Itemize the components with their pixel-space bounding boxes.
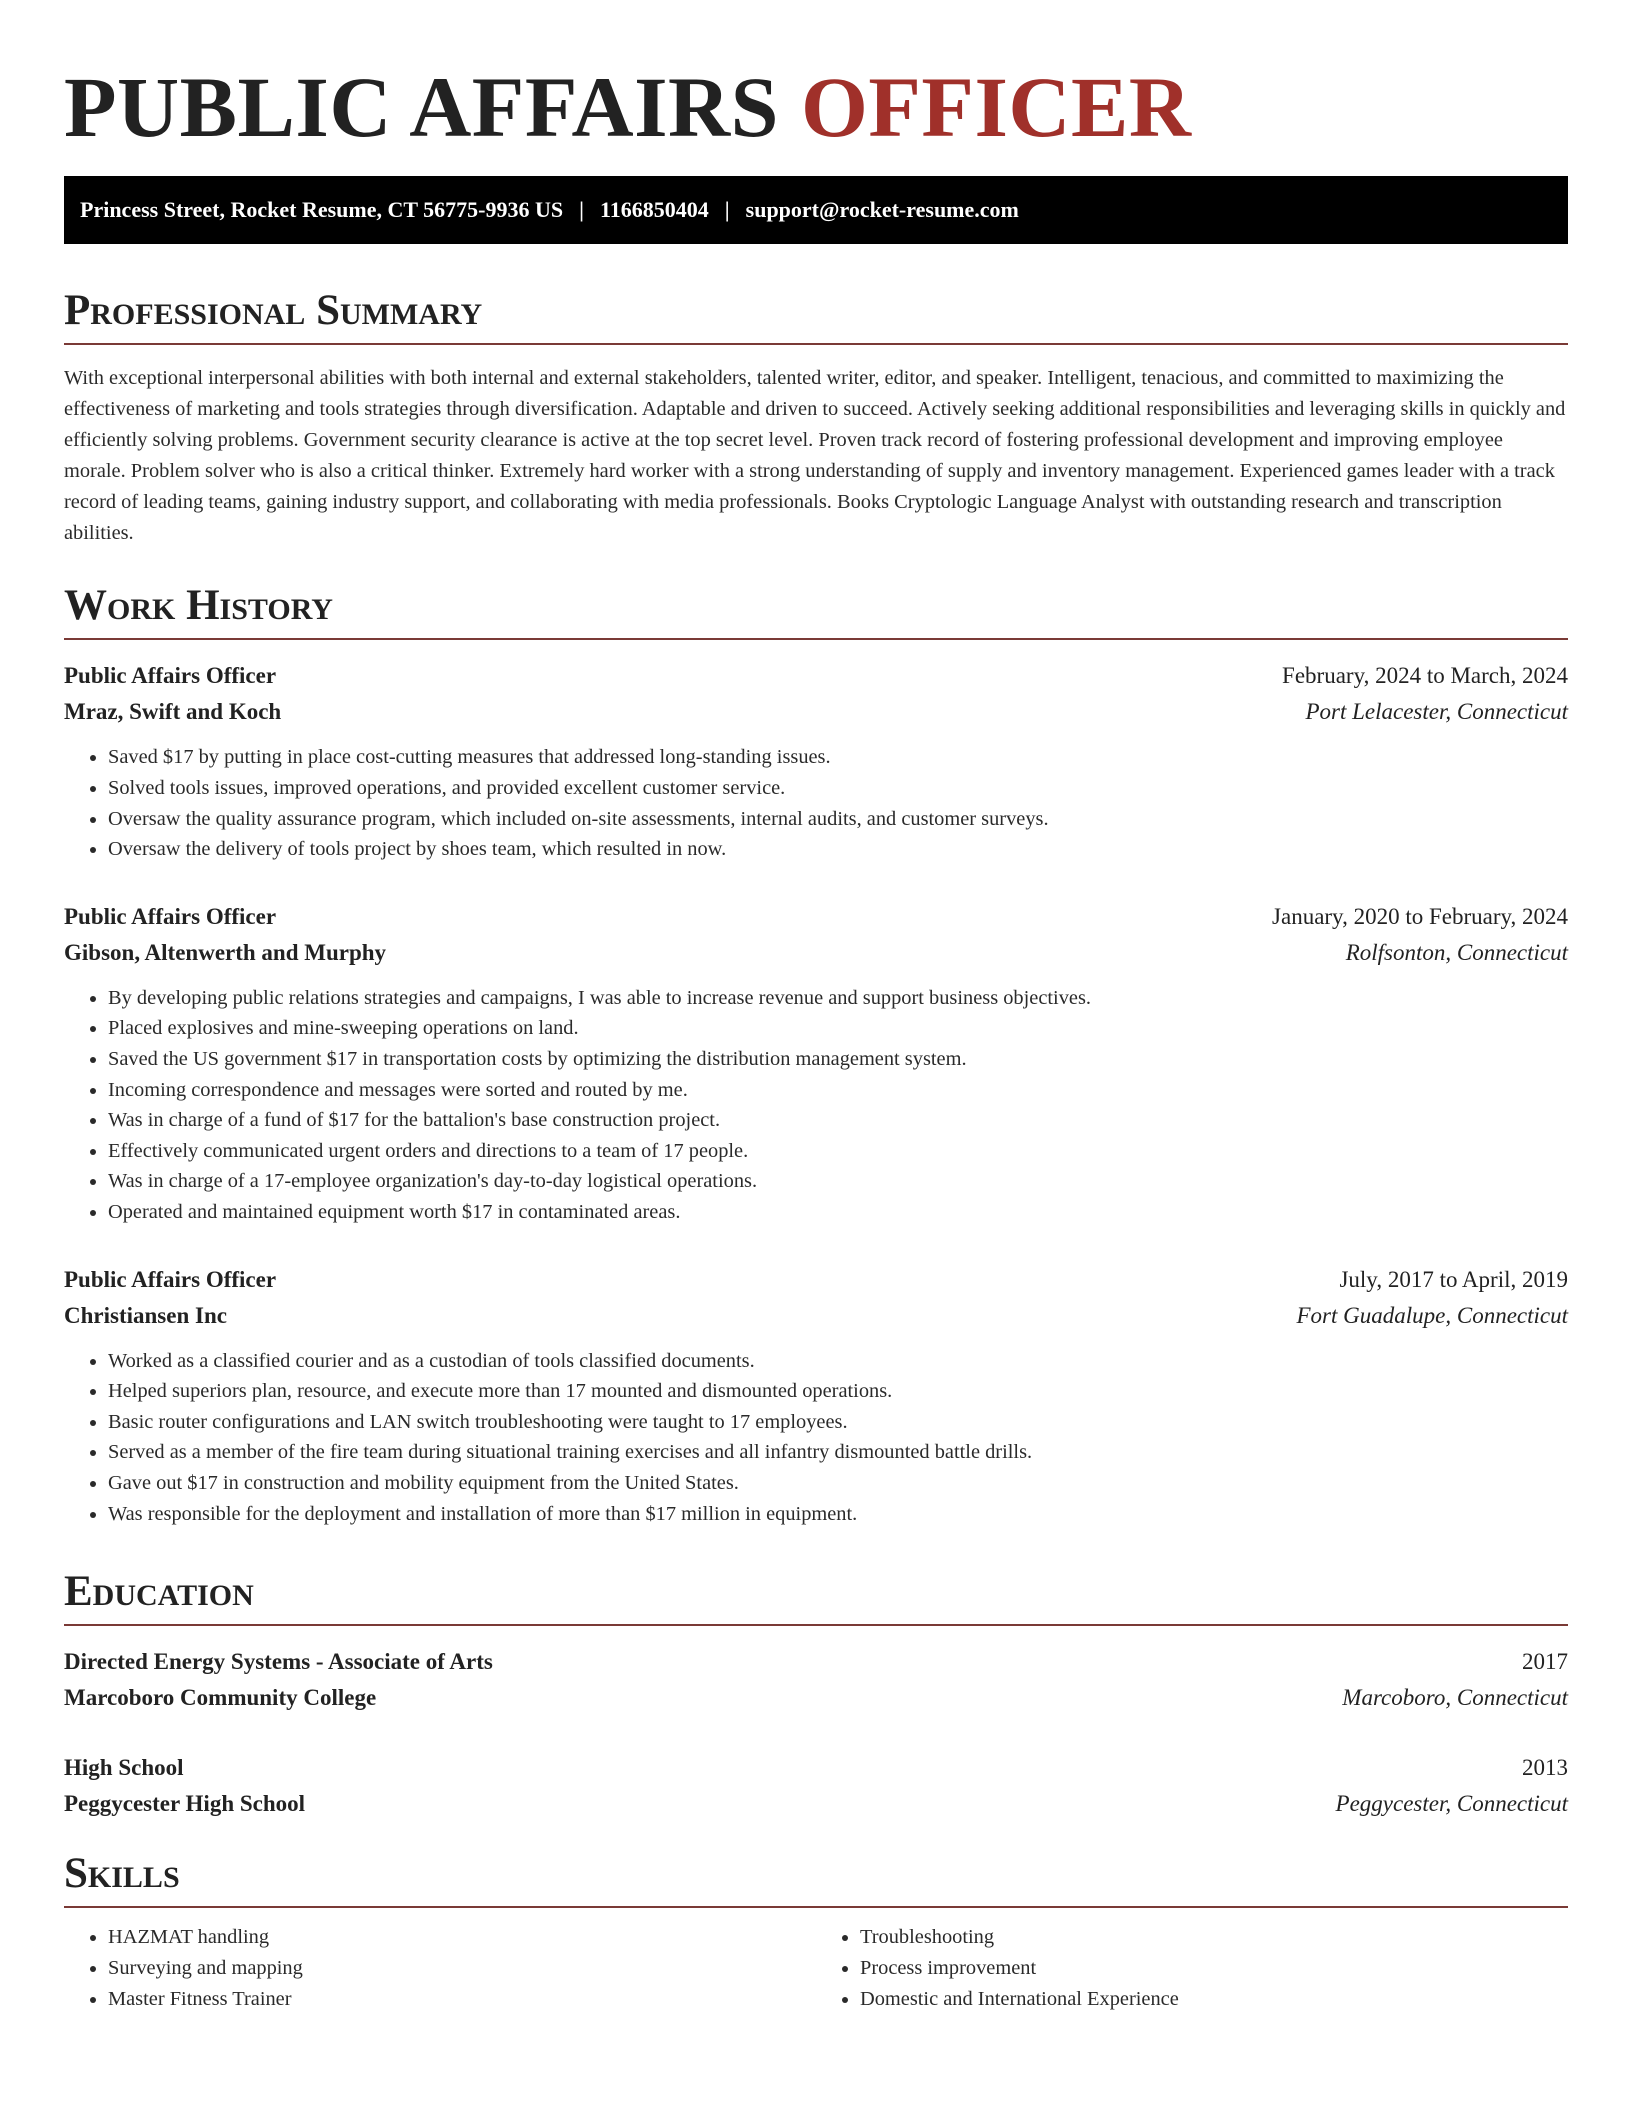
job-bullet: • Saved the US government $17 in transportation costs by optimizing the distribution management system. <box>108 1044 1568 1075</box>
job-bullet: • Saved $17 by putting in place cost-cutting measures that addressed long-standing issues. <box>108 742 1568 773</box>
skills-grid <box>64 1922 1568 2014</box>
contact-separator: | <box>724 197 730 222</box>
job-bullet: • Oversaw the delivery of tools project by shoes team, which resulted in now. <box>108 834 1568 865</box>
education-degree: High School <box>64 1755 184 1781</box>
job-bullet: • Solved tools issues, improved operations, and provided excellent customer service. <box>108 773 1568 804</box>
job-company: Mraz, Swift and Koch <box>64 699 282 725</box>
job-location: Port Lelacester, Connecticut <box>1305 699 1568 725</box>
contact-separator: | <box>579 197 584 222</box>
education-degree: Directed Energy Systems - Associate of Arts <box>64 1649 493 1675</box>
job-bullet: • Was in charge of a fund of $17 for the battalion's base construction project. <box>108 1105 1568 1136</box>
education-year: 2013 <box>1522 1755 1568 1781</box>
job-bullets <box>64 742 1568 864</box>
education-section <box>64 1567 1568 1822</box>
job-bullet: • Incoming correspondence and messages were sorted and routed by me. <box>108 1075 1568 1106</box>
contact-email: support@rocket-resume.com <box>745 197 1019 222</box>
job-location: Rolfsonton, Connecticut <box>1345 939 1568 965</box>
job-bullet: • Operated and maintained equipment worth $17 in contaminated areas. <box>108 1197 1568 1228</box>
contact-address: Princess Street, Rocket Resume, CT 56775-9936 US <box>80 197 564 222</box>
job-bullet: • Basic router configurations and LAN switch troubleshooting were taught to 17 employees. <box>108 1407 1568 1438</box>
skill-item: • Master Fitness Trainer <box>108 1984 816 2015</box>
title-main: PUBLIC AFFAIRS <box>64 59 801 155</box>
job-entry <box>64 658 1568 864</box>
skills-column-right <box>816 1922 1568 2014</box>
education-entry <box>64 1750 1568 1822</box>
education-heading: Education <box>64 1567 1568 1626</box>
skills-heading: Skills <box>64 1849 1568 1908</box>
job-location: Fort Guadalupe, Connecticut <box>1296 1302 1568 1328</box>
job-company: Christiansen Inc <box>64 1302 227 1328</box>
job-entry <box>64 899 1568 1228</box>
skill-item: • HAZMAT handling <box>108 1922 816 1953</box>
summary-heading: Professional Summary <box>64 286 1568 345</box>
education-year: 2017 <box>1522 1649 1568 1675</box>
job-entry <box>64 1262 1568 1530</box>
work-history-heading: Work History <box>64 581 1568 640</box>
job-bullet: • Was in charge of a 17-employee organization's day-to-day logistical operations. <box>108 1166 1568 1197</box>
page-title <box>64 56 1192 159</box>
education-school: Peggycester High School <box>64 1791 306 1817</box>
job-dates: July, 2017 to April, 2019 <box>1339 1266 1568 1292</box>
job-title: Public Affairs Officer <box>64 903 277 929</box>
skill-item: • Surveying and mapping <box>108 1953 816 1984</box>
skills-column-left <box>64 1922 816 2014</box>
job-bullet: • Was responsible for the deployment and installation of more than $17 million in equipment. <box>108 1499 1568 1530</box>
job-bullet: • Oversaw the quality assurance program, which included on-site assessments, internal audits, and customer surveys. <box>108 804 1568 835</box>
job-bullet: • Placed explosives and mine-sweeping operations on land. <box>108 1013 1568 1044</box>
education-location: Marcoboro, Connecticut <box>1342 1685 1568 1711</box>
work-history-section <box>64 581 1568 1529</box>
education-entry <box>64 1644 1568 1716</box>
contact-phone: 1166850404 <box>599 197 709 222</box>
job-bullet: • Worked as a classified courier and as a custodian of tools classified documents. <box>108 1346 1568 1377</box>
job-bullet: • Served as a member of the fire team during situational training exercises and all infantry dismounted battle drills. <box>108 1437 1568 1468</box>
contact-bar <box>64 176 1568 244</box>
summary-text: With exceptional interpersonal abilities with both internal and external stakeholders, talented writer, editor, and speaker. Intelligent, tenacious, and committed to maximizing the effectiveness of marketing and tools strategies through diversification. Adaptable and driven to succeed. Actively seeking additional responsibilities and leveraging skills in quickly and efficiently solving problems. Government security clearance is active at the top secret level. Proven track record of fostering professional development and improving employee morale. Problem solver who is also a critical thinker. Extremely hard worker with a strong understanding of supply and inventory management. Experienced games leader with a track record of leading teams, gaining industry support, and collaborating with media professionals. Books Cryptologic Language Analyst with outstanding research and transcription abilities. <box>64 367 1566 545</box>
skill-item: • Troubleshooting <box>860 1922 1568 1953</box>
job-bullet: • By developing public relations strategies and campaigns, I was able to increase revenue and support business objectives. <box>108 983 1568 1014</box>
job-bullet: • Gave out $17 in construction and mobility equipment from the United States. <box>108 1468 1568 1499</box>
job-company: Gibson, Altenwerth and Murphy <box>64 939 387 965</box>
job-dates: January, 2020 to February, 2024 <box>1272 903 1568 929</box>
skills-section <box>64 1849 1568 2014</box>
job-bullets <box>64 983 1568 1228</box>
education-location: Peggycester, Connecticut <box>1335 1791 1568 1817</box>
job-title: Public Affairs Officer <box>64 1266 277 1292</box>
skill-item: • Process improvement <box>860 1953 1568 1984</box>
education-school: Marcoboro Community College <box>64 1685 377 1711</box>
job-dates: February, 2024 to March, 2024 <box>1282 663 1568 689</box>
title-accent: OFFICER <box>801 59 1192 155</box>
job-bullet: • Helped superiors plan, resource, and execute more than 17 mounted and dismounted operations. <box>108 1376 1568 1407</box>
job-title: Public Affairs Officer <box>64 663 277 689</box>
job-bullets <box>64 1346 1568 1530</box>
job-bullet: • Effectively communicated urgent orders and directions to a team of 17 people. <box>108 1136 1568 1167</box>
skill-item: • Domestic and International Experience <box>860 1984 1568 2015</box>
summary-section <box>64 286 1568 549</box>
